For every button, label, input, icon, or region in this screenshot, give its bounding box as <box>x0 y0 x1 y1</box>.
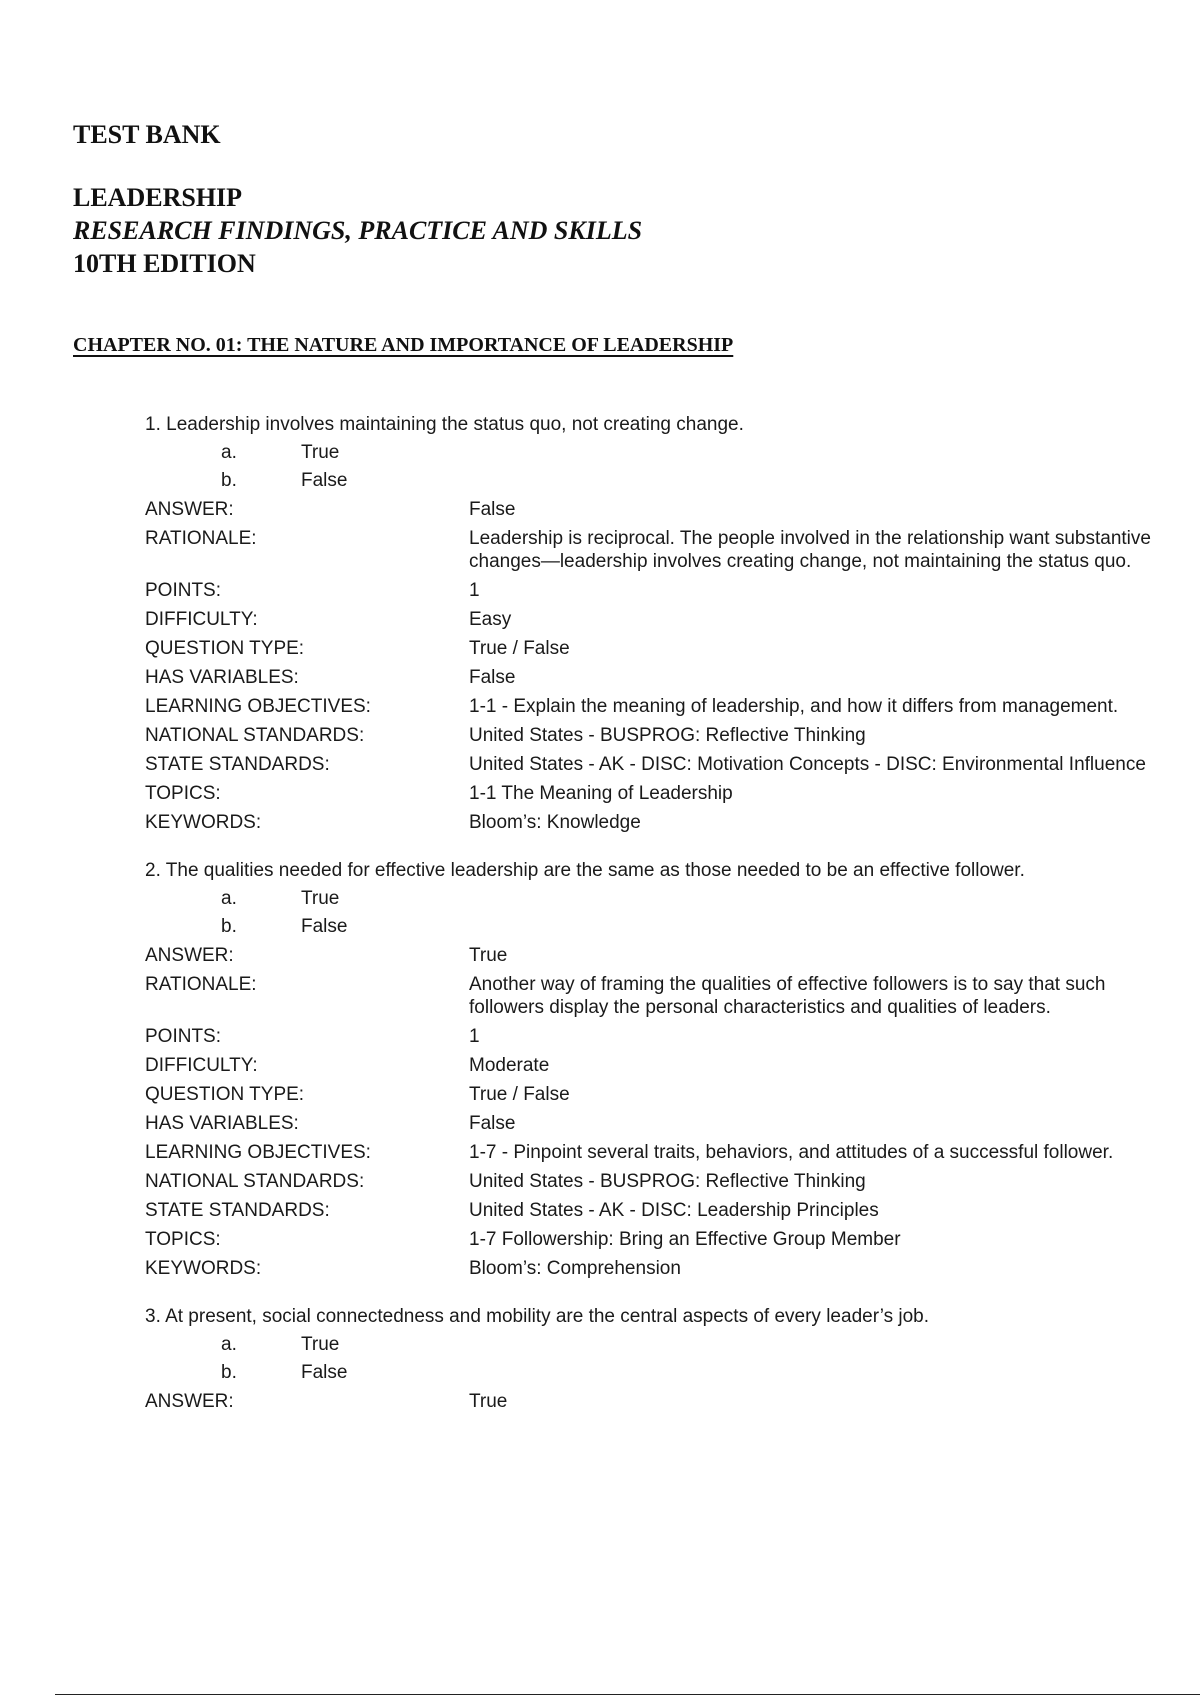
field-value: 1 <box>469 1026 480 1047</box>
field-label: STATE STANDARDS: <box>145 1200 330 1221</box>
field-label: HAS VARIABLES: <box>145 667 299 688</box>
field-label: NATIONAL STANDARDS: <box>145 725 365 746</box>
test-bank-title: TEST BANK <box>73 120 221 149</box>
field-label: LEARNING OBJECTIVES: <box>145 696 371 717</box>
field-label: HAS VARIABLES: <box>145 1113 299 1134</box>
answer-choice <box>145 467 1185 495</box>
question-item <box>145 1303 1185 1416</box>
field-label: RATIONALE: <box>145 974 257 995</box>
field-value: True <box>469 1391 508 1412</box>
field-value: 1-1 - Explain the meaning of leadership, and how it differs from management. <box>469 696 1119 717</box>
field-label: KEYWORDS: <box>145 1258 262 1279</box>
choice-letter: a. <box>221 1334 237 1355</box>
field-value: 1-7 Followership: Bring an Effective Group Member <box>469 1229 901 1250</box>
learning-objectives-row <box>145 1138 1185 1167</box>
field-label: DIFFICULTY: <box>145 609 258 630</box>
answer-choice <box>145 1359 1185 1387</box>
field-label: ANSWER: <box>145 1391 234 1412</box>
field-value: 1-7 - Pinpoint several traits, behaviors, and attitudes of a successful follower. <box>469 1142 1114 1163</box>
field-label: KEYWORDS: <box>145 812 262 833</box>
field-label: POINTS: <box>145 580 222 601</box>
state-standards-row <box>145 750 1185 779</box>
national-standards-row <box>145 721 1185 750</box>
field-value: Leadership is reciprocal. The people involved in the relationship want substantive changes—leadership involves creating change, not maintaining the status quo. <box>469 528 1151 572</box>
field-value: United States - BUSPROG: Reflective Thinking <box>469 1171 866 1192</box>
question-list <box>145 411 1185 1436</box>
book-title: LEADERSHIP <box>73 183 243 212</box>
book-subtitle: RESEARCH FINDINGS, PRACTICE AND SKILLS <box>73 216 643 245</box>
choice-text: False <box>301 916 348 937</box>
field-label: LEARNING OBJECTIVES: <box>145 1142 371 1163</box>
field-label: TOPICS: <box>145 783 221 804</box>
chapter-heading: CHAPTER NO. 01: THE NATURE AND IMPORTANCE OF LEADERSHIP <box>73 334 734 356</box>
choice-letter: b. <box>221 1362 237 1383</box>
answer-choice <box>145 885 1185 913</box>
field-value: United States - BUSPROG: Reflective Thinking <box>469 725 866 746</box>
field-value: True / False <box>469 638 570 659</box>
field-value: Another way of framing the qualities of effective followers is to say that such followers display the personal characteristics and qualities of leaders. <box>469 974 1106 1018</box>
topics-row <box>145 779 1185 808</box>
field-value: Moderate <box>469 1055 550 1076</box>
field-value: United States - AK - DISC: Leadership Principles <box>469 1200 879 1221</box>
question-stem: 1. Leadership involves maintaining the status quo, not creating change. <box>145 414 744 435</box>
field-value: True / False <box>469 1084 570 1105</box>
learning-objectives-row <box>145 692 1185 721</box>
choice-text: True <box>301 1334 340 1355</box>
question-stem: 3. At present, social connectedness and mobility are the central aspects of every leader’s job. <box>145 1306 930 1327</box>
field-label: QUESTION TYPE: <box>145 1084 305 1105</box>
field-value: True <box>469 945 508 966</box>
rationale-row <box>145 970 1185 1022</box>
state-standards-row <box>145 1196 1185 1225</box>
field-value: False <box>469 667 516 688</box>
choice-text: True <box>301 888 340 909</box>
field-label: RATIONALE: <box>145 528 257 549</box>
choice-text: False <box>301 470 348 491</box>
choice-letter: a. <box>221 888 237 909</box>
field-value: 1-1 The Meaning of Leadership <box>469 783 733 804</box>
choice-text: True <box>301 442 340 463</box>
field-value: United States - AK - DISC: Motivation Concepts - DISC: Environmental Influence <box>469 754 1146 775</box>
points-row <box>145 1022 1185 1051</box>
choice-letter: a. <box>221 442 237 463</box>
topics-row <box>145 1225 1185 1254</box>
keywords-row <box>145 1254 1185 1283</box>
national-standards-row <box>145 1167 1185 1196</box>
answer-row <box>145 941 1185 970</box>
question-stem: 2. The qualities needed for effective leadership are the same as those needed to be an effective follower. <box>145 860 1025 881</box>
choice-letter: b. <box>221 470 237 491</box>
field-value: Bloom’s: Knowledge <box>469 812 641 833</box>
field-value: False <box>469 1113 516 1134</box>
answer-row <box>145 495 1185 524</box>
choice-text: False <box>301 1362 348 1383</box>
keywords-row <box>145 808 1185 837</box>
footer-divider <box>55 1694 1200 1695</box>
choice-letter: b. <box>221 916 237 937</box>
question-item <box>145 857 1185 1283</box>
rationale-row <box>145 524 1185 576</box>
field-label: STATE STANDARDS: <box>145 754 330 775</box>
field-label: ANSWER: <box>145 945 234 966</box>
book-edition: 10TH EDITION <box>73 249 256 278</box>
answer-choice <box>145 439 1185 467</box>
question-type-row <box>145 1080 1185 1109</box>
question-item <box>145 411 1185 837</box>
has-variables-row <box>145 663 1185 692</box>
field-label: DIFFICULTY: <box>145 1055 258 1076</box>
points-row <box>145 576 1185 605</box>
field-value: Bloom’s: Comprehension <box>469 1258 681 1279</box>
field-label: NATIONAL STANDARDS: <box>145 1171 365 1192</box>
difficulty-row <box>145 1051 1185 1080</box>
field-label: POINTS: <box>145 1026 222 1047</box>
has-variables-row <box>145 1109 1185 1138</box>
field-label: TOPICS: <box>145 1229 221 1250</box>
field-value: Easy <box>469 609 512 630</box>
field-label: ANSWER: <box>145 499 234 520</box>
difficulty-row <box>145 605 1185 634</box>
answer-choice <box>145 913 1185 941</box>
answer-choice <box>145 1331 1185 1359</box>
question-type-row <box>145 634 1185 663</box>
book-header <box>73 118 642 280</box>
field-value: 1 <box>469 580 480 601</box>
field-label: QUESTION TYPE: <box>145 638 305 659</box>
answer-row <box>145 1387 1185 1416</box>
field-value: False <box>469 499 516 520</box>
